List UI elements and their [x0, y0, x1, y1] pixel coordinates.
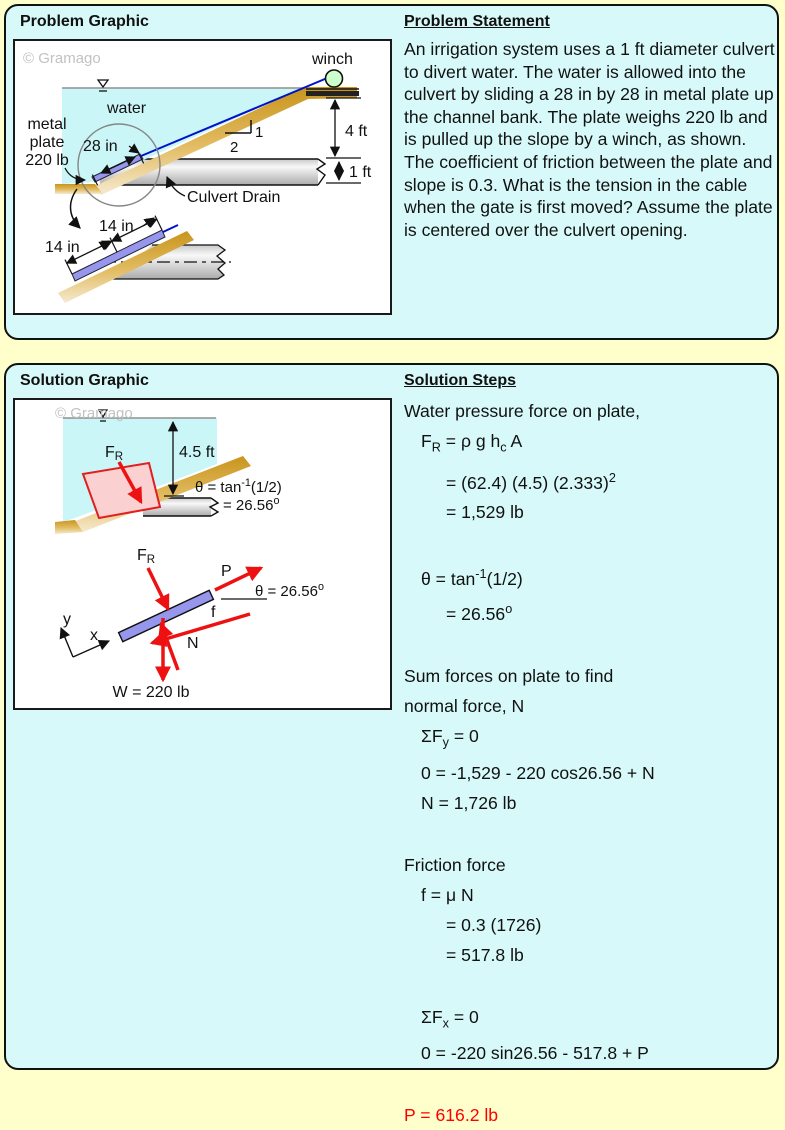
theta-val-label: = $26.56^o$: [223, 495, 280, 514]
solution-step-line: f = μ N: [421, 884, 474, 905]
solution-graphic-svg: [15, 400, 390, 708]
solution-step-spacer: [404, 1068, 780, 1100]
solution-step-line: Sum forces on plate to find: [404, 666, 614, 687]
solution-step-line: $\Sigma F_x = 0$: [421, 1006, 479, 1031]
solution-graphic-title: Solution Graphic: [20, 372, 149, 389]
solution-step-line: $\Sigma F_y = 0$: [421, 726, 479, 750]
solution-step-line: 0 = -1,529 - 220 cos26.56 + N: [421, 762, 655, 783]
fbd-fr-arrow: [148, 568, 168, 609]
theta-eq-label: $\theta = \tan^{-1}(1/2)$: [195, 477, 282, 496]
channel-bottom-ground: [55, 184, 103, 194]
problem-statement-text: An irrigation system uses a 1 ft diameter culvert to divert water. The water is allowed into the culvert by sliding a 28 in by 28 in metal plate up the channel bank. The plate weighs 220 lb and is pulled up the slope by a winch, as shown. The coefficient of friction between the plate and slope is 0.3. What is the tension in the cable when the gate is first moved? Assume the plate is centered over the culvert opening.: [404, 39, 775, 240]
problem-panel: [4, 4, 779, 340]
fbd-fr-label: FR: [137, 547, 156, 566]
metal-label: metal: [27, 116, 67, 133]
slope-rise-label: 1: [255, 124, 264, 141]
dim-1ft-label: 1 ft: [349, 164, 372, 181]
problem-graphic-box: [13, 39, 392, 315]
winch-platform-bar: [306, 91, 359, 96]
problem-graphic-svg: [15, 41, 390, 313]
solution-panel: [4, 363, 779, 1126]
watermark: © Gramago: [23, 50, 101, 67]
solution-step-line: $F_R = \rho$ g $h_c$ A: [421, 431, 523, 455]
fbd-w-label: W = 220 lb: [112, 684, 190, 701]
problem-graphic-title: Problem Graphic: [20, 13, 149, 30]
solution-steps-title: Solution Steps: [404, 372, 516, 389]
solution-step-spacer: [404, 970, 780, 1002]
solution-step-line: = 0.3 (1726): [446, 914, 542, 935]
fbd-x-label: x: [90, 627, 98, 644]
dim-4ft-label: 4 ft: [345, 123, 368, 140]
fbd-n-label: N: [187, 635, 199, 652]
plate-label: plate: [29, 134, 65, 151]
water-label: water: [107, 100, 147, 117]
fbd-f-label: f: [211, 604, 216, 621]
fbd-y-label: y: [63, 611, 71, 628]
slope-run-label: 2: [230, 139, 239, 156]
fbd-y-axis: [61, 628, 73, 657]
watermark-small: © Gramago: [55, 405, 133, 422]
detail-view: [58, 216, 231, 303]
solution-step-line: Water pressure force on plate,: [404, 401, 640, 421]
plate-weight-label: 220 lb: [25, 152, 69, 169]
solution-step-spacer: [404, 818, 780, 850]
fbd-p-label: P: [221, 563, 232, 580]
fbd-theta-label: $\theta = 26.56^o$: [255, 581, 324, 600]
solution-step-line: normal force, N: [404, 696, 525, 717]
fr-label-top: FR: [105, 444, 124, 463]
dim-14in-upper-label: 14 in: [99, 218, 134, 235]
solution-step-line: $\theta = \tan^{-1}(1/2)$: [421, 567, 523, 590]
solution-steps-list: [404, 396, 780, 1130]
detail-pointer-arrow: [71, 189, 80, 228]
winch-label: winch: [312, 51, 353, 68]
solution-step-line: = 517.8 lb: [446, 944, 524, 965]
solution-step-line: = (62.4) (4.5) $(2.333)^2$: [446, 470, 616, 493]
solution-result-line: P = 616.2 lb: [404, 1105, 499, 1126]
solution-step-line: = $26.56^o$: [446, 602, 513, 625]
solution-step-line: N = 1,726 lb: [421, 792, 517, 813]
dim-45ft-label: 4.5 ft: [179, 444, 215, 461]
dim-14in-lower-label: 14 in: [45, 239, 80, 256]
winch-icon: [326, 70, 343, 87]
solution-step-line: = 1,529 lb: [446, 502, 524, 523]
problem-statement-title: Problem Statement: [404, 13, 550, 30]
solution-step-line: 0 = -220 sin26.56 - 517.8 + P: [421, 1043, 649, 1064]
fbd: [61, 568, 267, 680]
culvert-drain-label: Culvert Drain: [187, 189, 281, 206]
solution-step-line: Friction force: [404, 854, 506, 875]
solution-step-spacer: [404, 527, 780, 559]
solution-step-spacer: [404, 629, 780, 661]
dim-28in-label: 28 in: [83, 138, 118, 155]
solution-graphic-box: [13, 398, 392, 710]
